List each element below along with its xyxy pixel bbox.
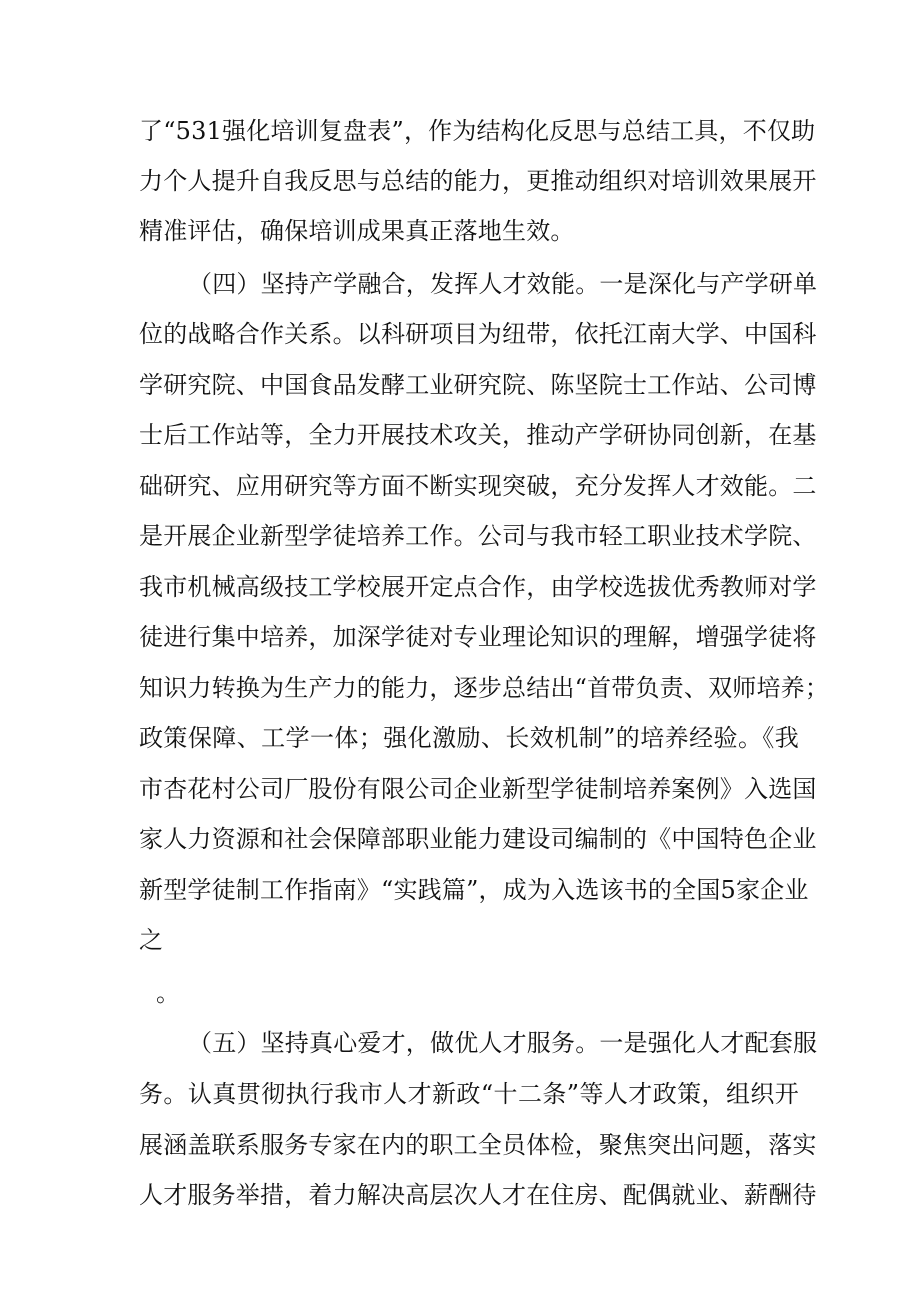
text-line-16: 新型学徒制工作指南》“实践篇”，成为入选该书的全国5家企业	[139, 876, 809, 904]
text-line-15: 家人力资源和社会保障部职业能力建设司编制的《中国特色企业	[139, 825, 817, 853]
text-line-6: 学研究院、中国食品发酵工业研究院、陈坚院士工作站、公司博	[139, 371, 817, 399]
text-line-12: 知识力转换为生产力的能力，逐步总结出“首带负责、双师培养；	[139, 674, 830, 702]
text-line-1: 了“531强化培训复盘表”，作为结构化反思与总结工具，不仅助	[139, 117, 816, 145]
text-line-17: 之	[139, 926, 164, 954]
text-line-20: 务。认真贯彻执行我市人才新政“十二条”等人才政策，组织开	[139, 1080, 799, 1108]
text-line-13: 政策保障、工学一体；强化激励、长效机制”的培养经验。《我	[139, 724, 799, 752]
text-line-5: 位的战略合作关系。以科研项目为纽带，依托江南大学、中国科	[139, 320, 817, 348]
text-line-7: 士后工作站等，全力开展技术攻关，推动产学研协同创新，在基	[139, 421, 817, 449]
text-line-2: 力个人提升自我反思与总结的能力，更推动组织对培训效果展开	[139, 167, 817, 195]
text-line-3: 精准评估，确保培训成果真正落地生效。	[139, 217, 575, 245]
text-line-9: 是开展企业新型学徒培养工作。公司与我市轻工职业技术学院、	[139, 522, 817, 550]
text-line-14: 市杏花村公司厂股份有限公司企业新型学徒制培养案例》入选国	[139, 775, 817, 803]
text-line-10: 我市机械高级技工学校展开定点合作，由学校选拔优秀教师对学	[139, 573, 817, 601]
text-line-18: 。	[156, 979, 181, 1007]
text-line-11: 徒进行集中培养，加深学徒对专业理论知识的理解，增强学徒将	[139, 623, 817, 651]
text-line-8: 础研究、应用研究等方面不断实现突破，充分发挥人才效能。二	[139, 472, 817, 500]
text-line-22: 人才服务举措，着力解决高层次人才在住房、配偶就业、薪酬待	[139, 1181, 817, 1209]
paragraph-5-first-line: （五）坚持真心爱才，做优人才服务。一是强化人才配套服	[188, 1029, 818, 1057]
paragraph-4-first-line: （四）坚持产学融合，发挥人才效能。一是深化与产学研单	[188, 270, 818, 298]
text-line-21: 展涵盖联系服务专家在内的职工全员体检，聚焦突出问题，落实	[139, 1131, 817, 1159]
